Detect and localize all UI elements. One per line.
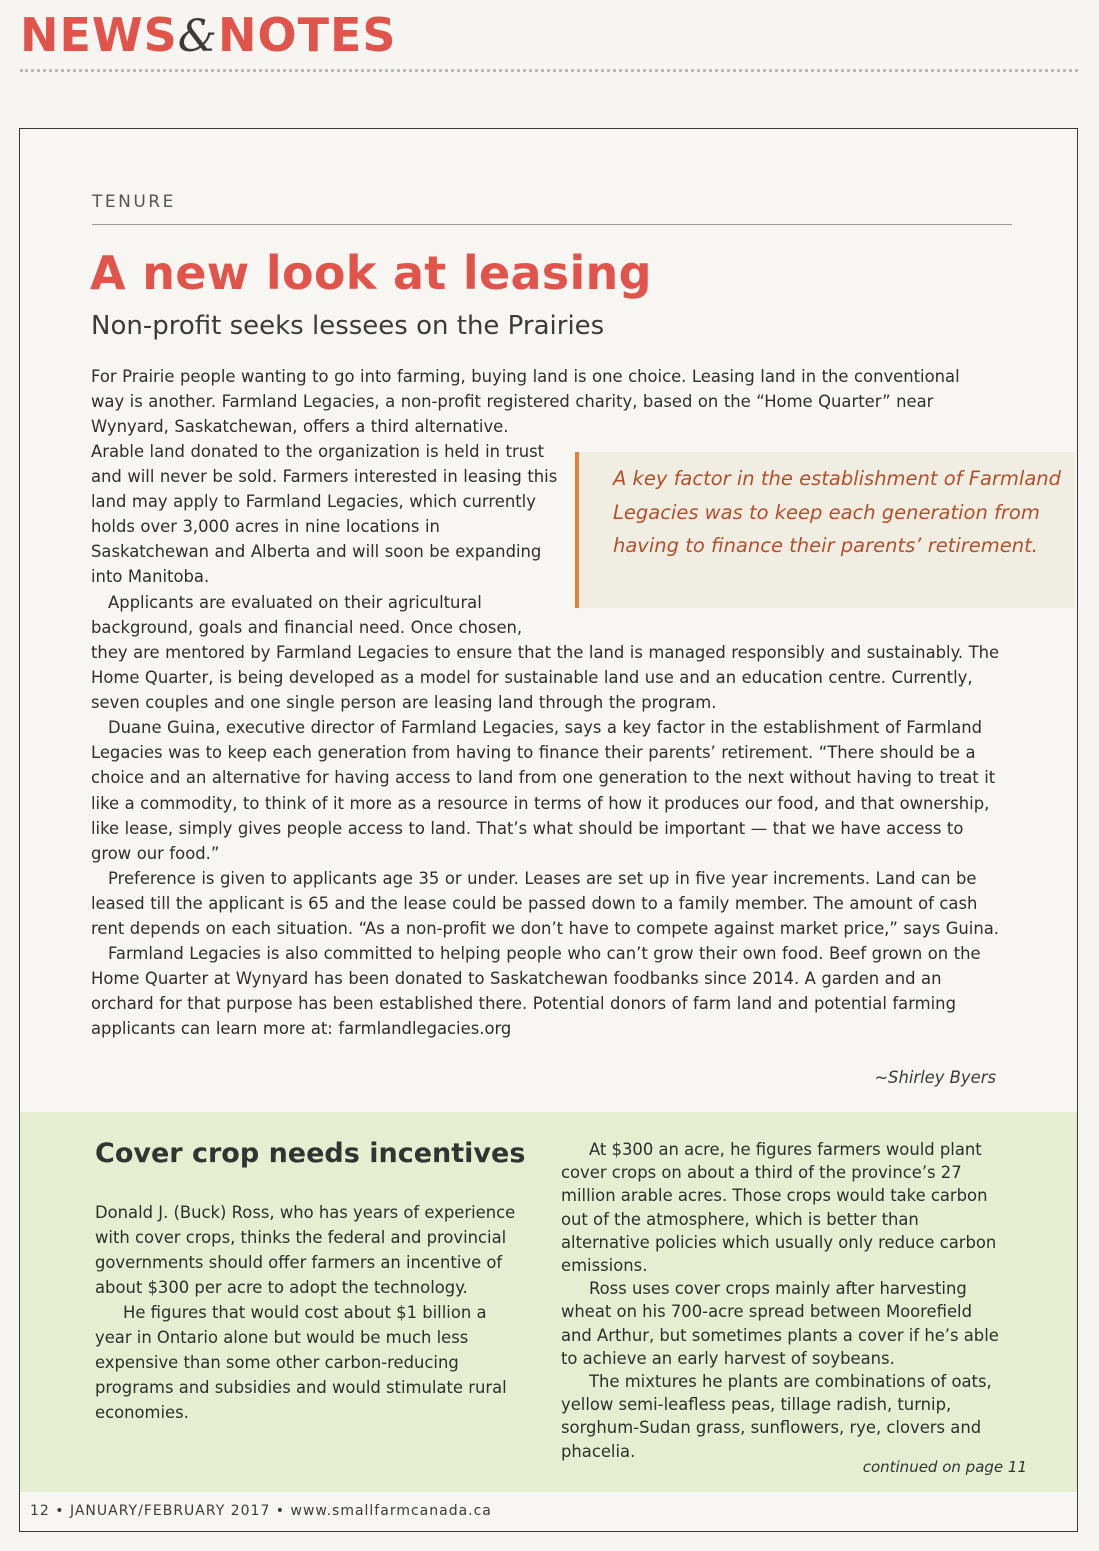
body-paragraph: Duane Guina, executive director of Farmland Legacies, says a key factor in the establishment of Farmland Legacies was to keep each generation from having to finance their parents’ retirement. “There should be a choice and an alternative for having access to land from one generation to the next without having to treat it like a commodity, to think of it more as a resource in terms of how it produces our food, and that ownership, like lease, simply gives people access to land. That’s what should be important — that we have access to grow our food.”	[91, 718, 996, 863]
sidebar-paragraph: The mixtures he plants are combinations of oats, yellow semi-leafless peas, tillage radish, turnip, sorghum-Sudan grass, sunflowers, rye, clovers and phacelia.	[561, 1372, 992, 1461]
article-subhead: Non-profit seeks lessees on the Prairies	[91, 311, 605, 341]
sidebar-title: Cover crop needs incentives	[95, 1138, 526, 1169]
article-kicker: TENURE	[92, 192, 176, 212]
article-wide-column	[91, 640, 1006, 1042]
continued-note: continued on page 11	[862, 1458, 1027, 1476]
section-masthead	[20, 8, 397, 64]
body-paragraph: Arable land donated to the organization is held in trust and will never be sold. Farmers interested in leasing this land may apply to Farmland Legacies, which currently holds over 3,000 acres in nine locations in Saskatchewan and Alberta and will soon be expanding into Manitoba.	[91, 442, 558, 587]
page-footer: 12 • JANUARY/FEBRUARY 2017 • www.smallfarmcanada.ca	[30, 1503, 492, 1519]
body-paragraph: Preference is given to applicants age 35 or under. Leases are set up in five year increments. Land can be leased till the applicant is 65 and the lease could be passed down to a family member. The amount of cash rent depends on each situation. “As a non-profit we don’t have to compete against market price,” says Guina.	[91, 868, 1000, 939]
masthead-divider	[20, 69, 1078, 72]
article-intro	[91, 364, 991, 439]
article-headline: A new look at leasing	[90, 246, 652, 300]
sidebar-paragraph: At $300 an acre, he figures farmers would plant cover crops on about a third of the province’s 27 million arable acres. Those crops would take carbon out of the atmosphere, which is better than alternative policies which usually only reduce carbon emissions.	[561, 1140, 997, 1276]
body-paragraph: Farmland Legacies is also committed to helping people who can’t grow their own food. Beef grown on the Home Quarter at Wynyard has been donated to Saskatchewan foodbanks since 2014. A garden and an orchard for that purpose has been established there. Potential donors of farm land and potential farming applicants can learn more at: farmlandlegacies.org	[91, 944, 981, 1039]
pull-quote-text: A key factor in the establishment of Farmland Legacies was to keep each generation from having to finance their parents’ retirement.	[613, 467, 1062, 557]
kicker-divider	[92, 224, 1012, 225]
body-paragraph: Applicants are evaluated on their agricultural background, goals and financial need. Once chosen,	[91, 592, 523, 637]
sidebar-column-2	[561, 1138, 1006, 1463]
pull-quote	[575, 452, 1075, 608]
sidebar-paragraph: Ross uses cover crops mainly after harvesting wheat on his 700-acre spread between Moorefield and Arthur, but sometimes plants a cover if he’s able to achieve an early harvest of soybeans.	[561, 1279, 999, 1368]
intro-paragraph: For Prairie people wanting to go into farming, buying land is one choice. Leasing land in the conventional way is another. Farmland Legacies, a non-profit registered charity, based on the “Home Quarter” near Wynyard, Saskatchewan, offers a third alternative.	[91, 367, 960, 437]
sidebar-column-1	[95, 1200, 525, 1425]
body-paragraph: they are mentored by Farmland Legacies to ensure that the land is managed responsibly and sustainably. The Home Quarter, is being developed as a model for sustainable land use and an education centre. Currently, seven couples and one single person are leasing land through the program.	[91, 643, 1000, 713]
article-byline: ~Shirley Byers	[874, 1068, 996, 1087]
masthead-ampersand: &	[177, 11, 218, 62]
sidebar-paragraph: He figures that would cost about $1 billion a year in Ontario alone but would be much less expensive than some other carbon-reducing programs and subsidies and would stimulate rural economies.	[95, 1303, 507, 1422]
masthead-news: NEWS	[20, 8, 178, 62]
masthead-notes: NOTES	[217, 8, 397, 62]
article-narrow-column	[91, 439, 561, 640]
sidebar-paragraph: Donald J. (Buck) Ross, who has years of experience with cover crops, thinks the federal and provincial governments should offer farmers an incentive of about $300 per acre to adopt the technology.	[95, 1203, 516, 1297]
